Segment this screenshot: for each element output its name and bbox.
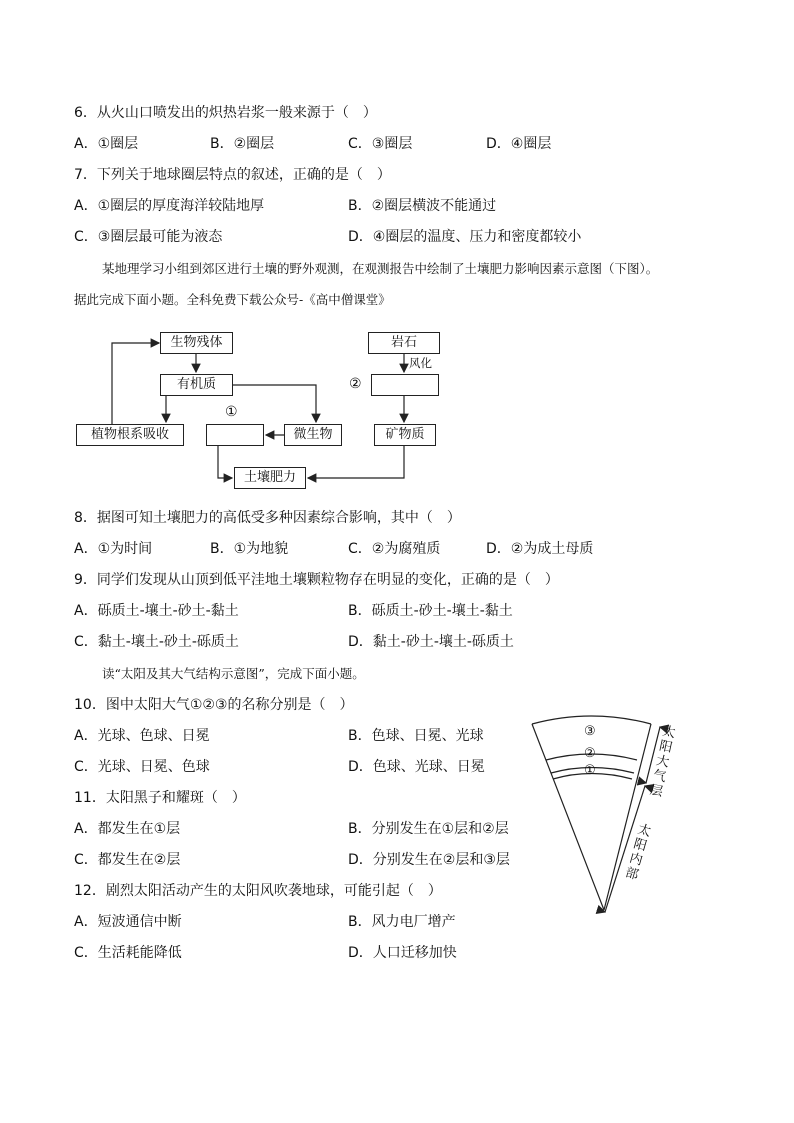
factor-1-mark: ① (225, 404, 238, 420)
q11-option-c[interactable]: C．都发生在②层 (74, 852, 181, 868)
q6-stem: 6．从火山口喷发出的炽热岩浆一般来源于（ ） (74, 105, 377, 121)
microorganism-box: 微生物 (284, 424, 342, 446)
q6-option-b[interactable]: B．②圈层 (210, 136, 275, 152)
soil-intro-line2: 据此完成下面小题。全科免费下载公众号-《高中僧课堂》 (74, 292, 391, 307)
factor-2-mark: ② (349, 376, 362, 392)
sun-layer-1-mark: ① (584, 763, 596, 778)
q6-option-d[interactable]: D．④圈层 (486, 136, 552, 152)
q10-option-c[interactable]: C．光球、日冕、色球 (74, 759, 210, 775)
q8-option-d[interactable]: D．②为成土母质 (486, 541, 594, 557)
q9-stem: 9．同学们发现从山顶到低平洼地土壤颗粒物存在明显的变化，正确的是（ ） (74, 572, 559, 588)
q12-option-a[interactable]: A．短波通信中断 (74, 914, 182, 930)
plant-root-absorption-box: 植物根系吸收 (76, 424, 184, 446)
q12-option-d[interactable]: D．人口迁移加快 (348, 945, 457, 961)
q10-option-a[interactable]: A．光球、色球、日冕 (74, 728, 210, 744)
q6-option-a[interactable]: A．①圈层 (74, 136, 139, 152)
soil-fertility-box: 土壤肥力 (234, 467, 306, 489)
q8-option-b[interactable]: B．①为地貌 (210, 541, 289, 557)
q7-option-c[interactable]: C．③圈层最可能为液态 (74, 229, 223, 245)
rock-box: 岩石 (368, 332, 440, 354)
q12-option-b[interactable]: B．风力电厂增产 (348, 914, 456, 930)
q10-stem: 10．图中太阳大气①②③的名称分别是（ ） (74, 697, 354, 713)
sun-intro: 读“太阳及其大气结构示意图”，完成下面小题。 (102, 666, 365, 681)
q9-option-a[interactable]: A．砾质土-壤土-砂土-黏土 (74, 603, 239, 619)
q8-option-a[interactable]: A．①为时间 (74, 541, 153, 557)
organism-remains-box: 生物残体 (160, 332, 233, 354)
sun-layer-3-mark: ③ (584, 724, 596, 739)
q9-option-c[interactable]: C．黏土-壤土-砂土-砾质土 (74, 634, 239, 650)
sun-layer-2-mark: ② (584, 746, 596, 761)
q8-option-c[interactable]: C．②为腐殖质 (348, 541, 441, 557)
q10-option-d[interactable]: D．色球、光球、日冕 (348, 759, 485, 775)
q10-option-b[interactable]: B．色球、日冕、光球 (348, 728, 484, 744)
q7-option-d[interactable]: D．④圈层的温度、压力和密度都较小 (348, 229, 582, 245)
q8-stem: 8．据图可知土壤肥力的高低受多种因素综合影响，其中（ ） (74, 510, 461, 526)
q6-option-c[interactable]: C．③圈层 (348, 136, 413, 152)
organic-matter-box: 有机质 (160, 374, 233, 396)
q11-option-a[interactable]: A．都发生在①层 (74, 821, 181, 837)
q11-stem: 11．太阳黑子和耀斑（ ） (74, 790, 246, 806)
sun-interior-label: 太阳内部 (623, 822, 653, 884)
q11-option-d[interactable]: D．分别发生在②层和③层 (348, 852, 510, 868)
mineral-box: 矿物质 (374, 424, 436, 446)
q9-option-d[interactable]: D．黏土-砂土-壤土-砾质土 (348, 634, 514, 650)
q12-option-c[interactable]: C．生活耗能降低 (74, 945, 182, 961)
q11-option-b[interactable]: B．分别发生在①层和②层 (348, 821, 509, 837)
q12-stem: 12．剧烈太阳活动产生的太阳风吹袭地球，可能引起（ ） (74, 883, 442, 899)
weathering-label: 风化 (409, 356, 432, 370)
sun-atmosphere-label: 太阳大气层 (648, 724, 677, 801)
q9-option-b[interactable]: B．砾质土-砂土-壤土-黏土 (348, 603, 513, 619)
q7-option-b[interactable]: B．②圈层横波不能通过 (348, 198, 497, 214)
q7-option-a[interactable]: A．①圈层的厚度海洋较陆地厚 (74, 198, 265, 214)
soil-intro-line1: 某地理学习小组到郊区进行土壤的野外观测，在观测报告中绘制了土壤肥力影响因素示意图（下图）。 (102, 261, 659, 276)
q7-stem: 7．下列关于地球圈层特点的叙述，正确的是（ ） (74, 167, 391, 183)
